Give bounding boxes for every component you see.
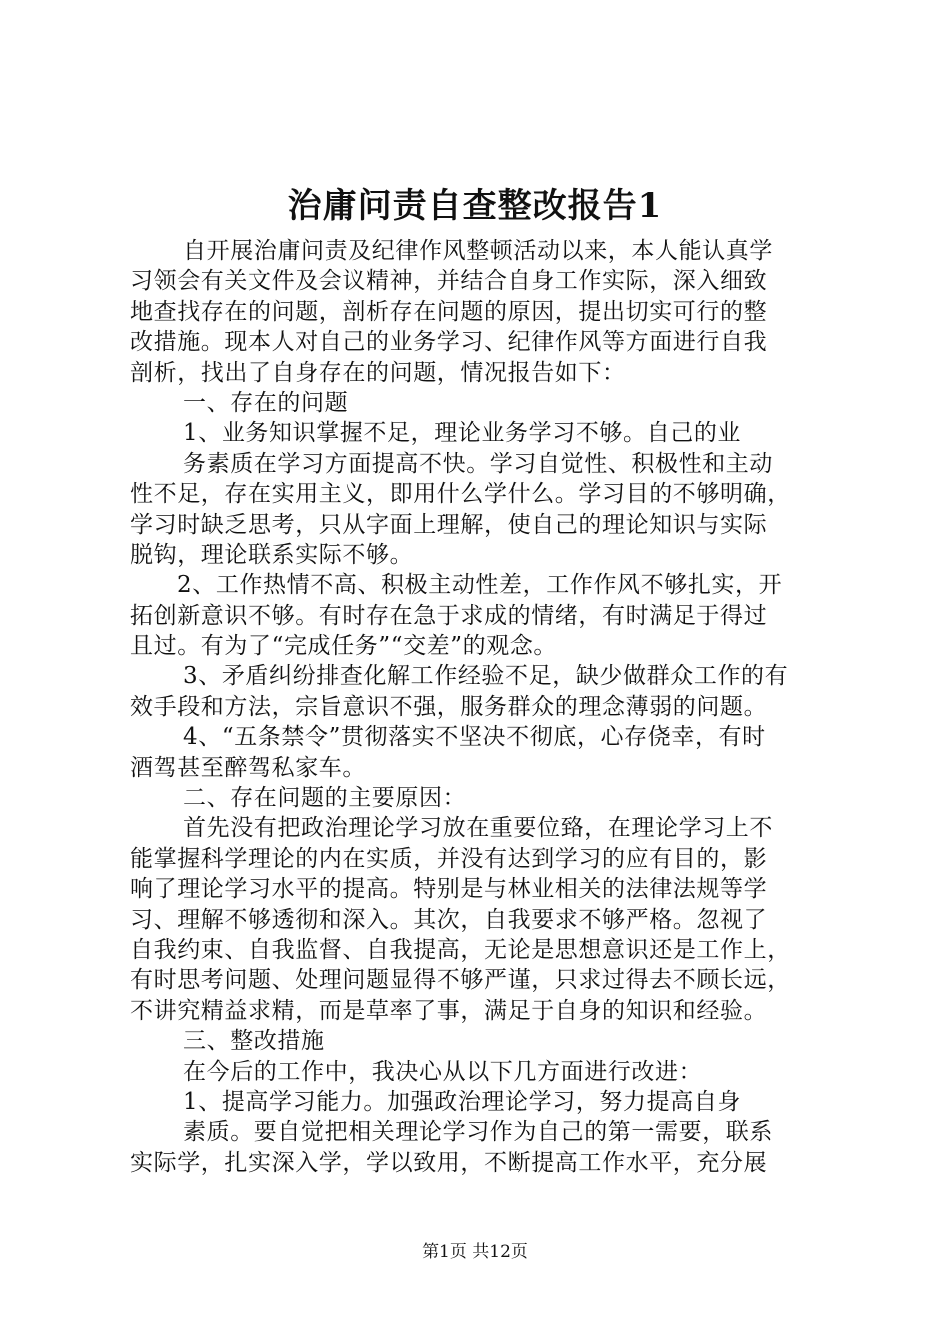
- section-heading: 二、存在问题的主要原因：: [183, 785, 467, 812]
- text-line: 学习时缺乏思考，只从字面上理解，使自己的理论知识与实际: [130, 511, 768, 538]
- text-line: 效手段和方法，宗旨意识不强，服务群众的理念薄弱的问题。: [130, 693, 768, 720]
- text-line: 且过。有为了“完成任务”“交差”的观念。: [130, 633, 558, 660]
- text-line: 1、提高学习能力。加强政治理论学习，努力提高自身: [183, 1088, 742, 1115]
- text-line: 2、工作热情不高、积极主动性差，工作作风不够扎实，开: [177, 572, 783, 599]
- text-line: 在今后的工作中，我决心从以下几方面进行改进：: [183, 1058, 703, 1085]
- text-line: 酒驾甚至醉驾私家车。: [130, 754, 366, 781]
- text-line: 自开展治庸问责及纪律作风整顿活动以来，本人能认真学: [183, 238, 773, 264]
- text-line: 有时思考问题、处理问题显得不够严谨，只求过得去不顾长远，: [130, 967, 791, 994]
- text-line: 务素质在学习方面提高不快。学习自觉性、积极性和主动: [183, 450, 773, 477]
- text-line: 4、“五条禁令”贯彻落实不坚决不彻底，心存侥幸，有时: [183, 724, 766, 751]
- text-line: 首先没有把政治理论学习放在重要位臵，在理论学习上不: [183, 815, 773, 842]
- text-line: 改措施。现本人对自己的业务学习、纪律作风等方面进行自我: [130, 329, 768, 356]
- text-line: 习领会有关文件及会议精神，并结合自身工作实际，深入细致: [130, 268, 768, 295]
- text-line: 剖析，找出了自身存在的问题，情况报告如下：: [130, 359, 626, 386]
- text-line: 实际学，扎实深入学，学以致用，不断提高工作水平，充分展: [130, 1149, 768, 1176]
- text-line: 习、理解不够透彻和深入。其次，自我要求不够严格。忽视了: [130, 906, 768, 933]
- text-line: 响了理论学习水平的提高。特别是与林业相关的法律法规等学: [130, 876, 768, 903]
- text-line: 脱钩，理论联系实际不够。: [130, 541, 414, 568]
- text-line: 能掌握科学理论的内在实质，并没有达到学习的应有目的，影: [130, 845, 768, 872]
- document-title: 治庸问责自查整改报告1: [287, 186, 663, 226]
- page-number-footer: 第1页 共12页: [422, 1242, 528, 1262]
- text-line: 地查找存在的问题，剖析存在问题的原因，提出切实可行的整: [130, 298, 768, 325]
- text-line: 性不足，存在实用主义，即用什么学什么。学习目的不够明确，: [130, 481, 791, 508]
- text-line: 拓创新意识不够。有时存在急于求成的情绪，有时满足于得过: [130, 602, 768, 629]
- section-heading: 三、整改措施: [183, 1028, 325, 1055]
- section-heading: 一、存在的问题: [183, 389, 349, 416]
- text-line: 3、矛盾纠纷排查化解工作经验不足，缺少做群众工作的有: [183, 663, 789, 690]
- text-line: 1、业务知识掌握不足，理论业务学习不够。自己的业: [183, 420, 742, 447]
- text-line: 自我约束、自我监督、自我提高，无论是思想意识还是工作上，: [130, 936, 791, 963]
- document-body: [130, 236, 834, 1178]
- text-line: 素质。要自觉把相关理论学习作为自己的第一需要，联系: [183, 1119, 773, 1146]
- text-line: 不讲究精益求精，而是草率了事，满足于自身的知识和经验。: [130, 997, 768, 1024]
